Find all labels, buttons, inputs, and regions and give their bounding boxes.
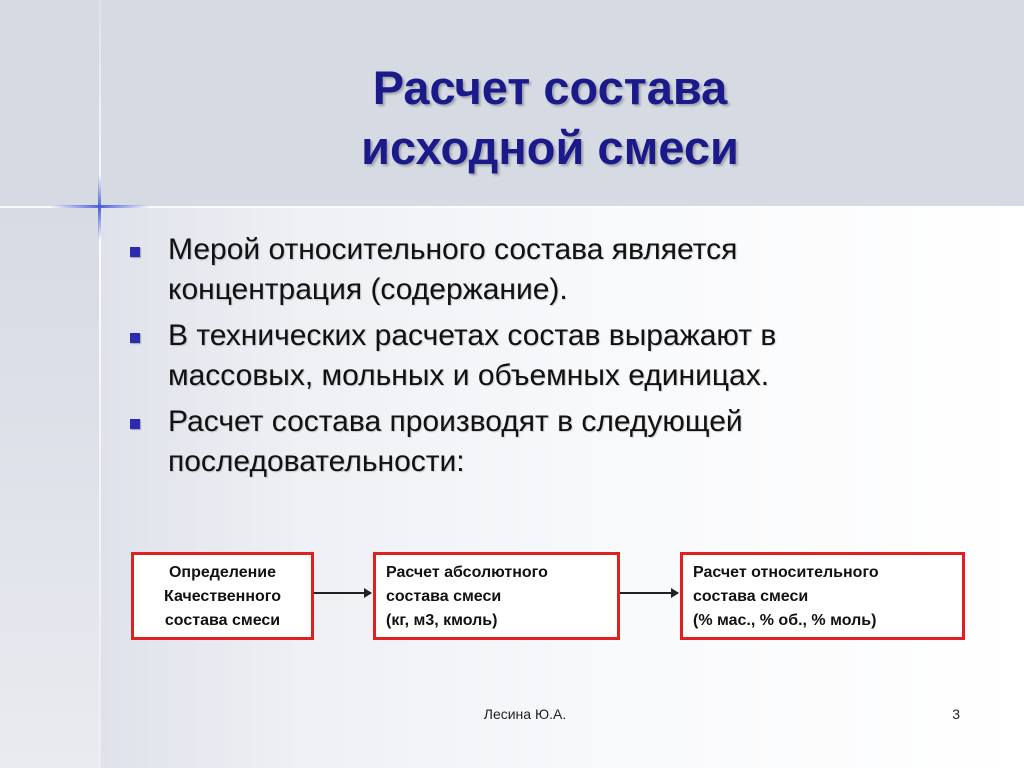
vertical-decor-line [99,0,101,768]
bullet-square-icon [130,419,140,429]
flow-box-qualitative [131,552,314,640]
flow-box-line: состава смеси [386,588,502,605]
flow-arrow-icon [620,592,678,594]
bullet-text: Расчет состава производят в следующей последовательности: [168,405,743,478]
flow-box-line: Расчет абсолютного [386,564,548,581]
bullet-item [130,230,890,310]
footer-author: Лесина Ю.А. [483,706,567,722]
page-number: 3 [952,706,960,722]
bullet-list [130,230,890,488]
bullet-item [130,402,890,482]
bullet-square-icon [130,333,140,343]
bullet-square-icon [130,247,140,257]
flow-box-line: Качественного [163,588,282,605]
flow-box-line: Расчет относительного [693,564,879,581]
slide-title [240,58,860,178]
flow-box-line: состава смеси [693,588,809,605]
flow-box-line: состава смеси [164,612,281,629]
flow-box-relative [680,552,965,640]
flow-arrow-icon [314,592,371,594]
flow-box-line: Определение [168,564,277,581]
flow-box-absolute [373,552,620,640]
bullet-text: Мерой относительного состава является концентрация (содержание). [168,233,738,306]
header-divider [0,206,1024,208]
bullet-item [130,316,890,396]
sparkle-vertical [98,175,101,240]
bullet-text: В технических расчетах состав выражают в массовых, мольных и объемных единицах. [168,319,777,392]
flow-box-line: (% мас., % об., % моль) [693,612,877,629]
title-line-1: Расчет состава [372,61,728,114]
title-line-2: исходной смеси [361,121,739,174]
flow-box-line: (кг, м3, кмоль) [386,612,498,629]
